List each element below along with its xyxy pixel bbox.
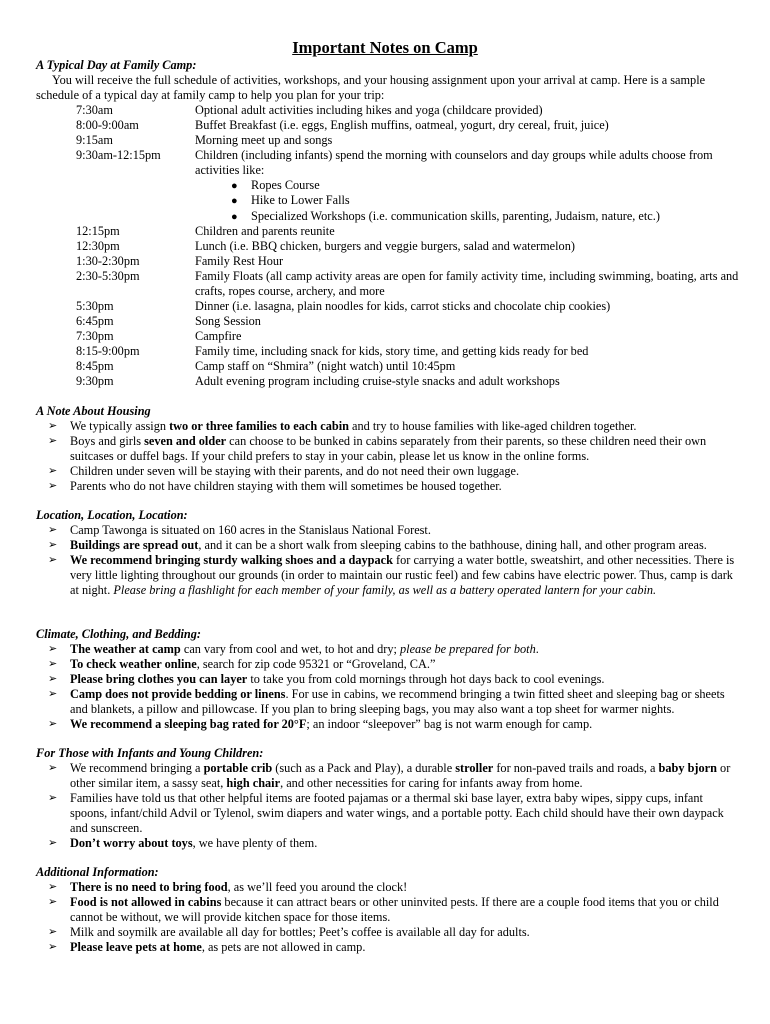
typical-day-intro: You will receive the full schedule of activities, workshops, and your housing assignment upon your arrival at camp. Here is a sample schedule of a typical day at family camp to help you plan for your trip: (36, 73, 706, 102)
arrow-bullet-icon: ➢ (48, 941, 58, 953)
schedule-text: Morning meet up and songs (195, 133, 333, 147)
schedule-time: 12:30pm (76, 239, 120, 253)
schedule-text: Buffet Breakfast (i.e. eggs, English muffins, oatmeal, yogurt, dry cereal, fruit, juice) (195, 118, 609, 132)
activity-item: Hike to Lower Falls (251, 193, 350, 207)
climate-bullet: Camp does not provide bedding or linens. For use in cabins, we recommend bringing a twin fitted sheet and sleeping bag or sheets and blankets, a pillow and pillowcase. If you plan to bring sleeping bags, you may also want a top sheet for warmer nights. (70, 687, 725, 716)
location-bullet: We recommend bringing sturdy walking shoes and a daypack for carrying a water bottle, sweatshirt, and other necessities. There is very little lighting throughout our grounds (in order to maintain our rustic feel) and few cabins have electric power. Thus, camp is dark at night. Please bring a flashlight for each member of your family, as well as a battery operated lantern for your cabin. (70, 553, 735, 597)
schedule-time: 8:45pm (76, 359, 114, 373)
infants-bullet: Families have told us that other helpful items are footed pajamas or a thermal ski base layer, extra baby wipes, sippy cups, infant spoons, infant/child Advil or Tylenol, swim diapers and water wings, and a portable potty. Each child should have their own daypack and sunscreen. (70, 791, 724, 835)
arrow-bullet-icon: ➢ (48, 539, 58, 551)
schedule-time: 9:30am-12:15pm (76, 148, 161, 162)
schedule-time: 12:15pm (76, 224, 120, 238)
schedule-text: Lunch (i.e. BBQ chicken, burgers and veggie burgers, salad and watermelon) (195, 239, 575, 253)
location-bullet: Buildings are spread out, and it can be a short walk from sleeping cabins to the bathhouse, dining hall, and other program areas. (70, 538, 707, 552)
housing-bullet: We typically assign two or three families to each cabin and try to house families with like-aged children together. (70, 419, 637, 433)
activity-item: Specialized Workshops (i.e. communication skills, parenting, Judaism, nature, etc.) (251, 209, 660, 223)
additional-bullet: Milk and soymilk are available all day for bottles; Peet’s coffee is available all day for adults. (70, 925, 530, 939)
arrow-bullet-icon: ➢ (48, 673, 58, 685)
schedule-text: Family Floats (all camp activity areas are open for family activity time, including swimming, boating, arts and crafts, ropes course, archery, and more (195, 269, 739, 298)
schedule-text: Song Session (195, 314, 261, 328)
location-bullet: Camp Tawonga is situated on 160 acres in the Stanislaus National Forest. (70, 523, 431, 537)
schedule-time: 9:30pm (76, 374, 114, 388)
arrow-bullet-icon: ➢ (48, 718, 58, 730)
schedule-text: Camp staff on “Shmira” (night watch) until 10:45pm (195, 359, 456, 373)
schedule-time: 5:30pm (76, 299, 114, 313)
bullet-dot-icon: ● (231, 180, 238, 192)
section-heading-housing: A Note About Housing (36, 404, 151, 418)
arrow-bullet-icon: ➢ (48, 896, 58, 908)
schedule-time: 8:15-9:00pm (76, 344, 140, 358)
arrow-bullet-icon: ➢ (48, 837, 58, 849)
schedule-time: 2:30-5:30pm (76, 269, 140, 283)
section-heading-location: Location, Location, Location: (36, 508, 188, 522)
housing-bullet: Boys and girls seven and older can choose to be bunked in cabins separately from their parents, so these children need their own suitcases or duffel bags. If your child prefers to stay in your cabin, please let us know in the online forms. (70, 434, 707, 463)
schedule-text: Children (including infants) spend the morning with counselors and day groups while adults choose from activities like: (195, 148, 713, 177)
schedule-text: Adult evening program including cruise-style snacks and adult workshops (195, 374, 560, 388)
section-heading-infants: For Those with Infants and Young Children: (36, 746, 264, 760)
arrow-bullet-icon: ➢ (48, 926, 58, 938)
arrow-bullet-icon: ➢ (48, 554, 58, 566)
infants-bullet: We recommend bringing a portable crib (such as a Pack and Play), a durable stroller for non-paved trails and roads, a baby bjorn or other similar item, a sassy seat, high chair, and other necessities for caring for infants away from home. (70, 761, 731, 790)
arrow-bullet-icon: ➢ (48, 688, 58, 700)
climate-bullet: To check weather online, search for zip code 95321 or “Groveland, CA.” (70, 657, 436, 671)
section-heading-typical-day: A Typical Day at Family Camp: (36, 58, 197, 72)
schedule-text: Optional adult activities including hikes and yoga (childcare provided) (195, 103, 543, 117)
section-heading-additional: Additional Information: (36, 865, 159, 879)
schedule-time: 7:30am (76, 103, 113, 117)
schedule-text: Dinner (i.e. lasagna, plain noodles for kids, carrot sticks and chocolate chip cookies) (195, 299, 611, 313)
schedule-time: 1:30-2:30pm (76, 254, 140, 268)
section-heading-climate: Climate, Clothing, and Bedding: (36, 627, 202, 641)
page-title: Important Notes on Camp (292, 38, 478, 57)
arrow-bullet-icon: ➢ (48, 420, 58, 432)
infants-bullet: Don’t worry about toys, we have plenty of them. (70, 836, 318, 850)
additional-bullet: There is no need to bring food, as we’ll feed you around the clock! (70, 880, 408, 894)
schedule-time: 6:45pm (76, 314, 114, 328)
schedule-text: Campfire (195, 329, 242, 343)
arrow-bullet-icon: ➢ (48, 792, 58, 804)
climate-bullet: Please bring clothes you can layer to take you from cold mornings through hot days back to cool evenings. (70, 672, 605, 686)
arrow-bullet-icon: ➢ (48, 643, 58, 655)
schedule-time: 9:15am (76, 133, 113, 147)
climate-bullet: We recommend a sleeping bag rated for 20°F; an indoor “sleepover” bag is not warm enough for camp. (70, 717, 593, 731)
housing-bullet: Parents who do not have children staying with them will sometimes be housed together. (70, 479, 502, 493)
arrow-bullet-icon: ➢ (48, 480, 58, 492)
bullet-dot-icon: ● (231, 211, 238, 223)
schedule-time: 7:30pm (76, 329, 114, 343)
additional-bullet: Food is not allowed in cabins because it can attract bears or other uninvited pests. If there are a couple food items that you or child cannot be without, we will provide kitchen space for those items. (70, 895, 719, 924)
arrow-bullet-icon: ➢ (48, 658, 58, 670)
arrow-bullet-icon: ➢ (48, 762, 58, 774)
additional-bullet: Please leave pets at home, as pets are not allowed in camp. (70, 940, 366, 954)
schedule-time: 8:00-9:00am (76, 118, 139, 132)
schedule-text: Children and parents reunite (195, 224, 335, 238)
arrow-bullet-icon: ➢ (48, 881, 58, 893)
climate-bullet: The weather at camp can vary from cool and wet, to hot and dry; please be prepared for both. (70, 642, 539, 656)
activity-item: Ropes Course (251, 178, 320, 192)
housing-bullet: Children under seven will be staying with their parents, and do not need their own luggage. (70, 464, 520, 478)
arrow-bullet-icon: ➢ (48, 465, 58, 477)
arrow-bullet-icon: ➢ (48, 524, 58, 536)
bullet-dot-icon: ● (231, 195, 238, 207)
schedule-text: Family Rest Hour (195, 254, 284, 268)
arrow-bullet-icon: ➢ (48, 435, 58, 447)
schedule-text: Family time, including snack for kids, story time, and getting kids ready for bed (195, 344, 589, 358)
